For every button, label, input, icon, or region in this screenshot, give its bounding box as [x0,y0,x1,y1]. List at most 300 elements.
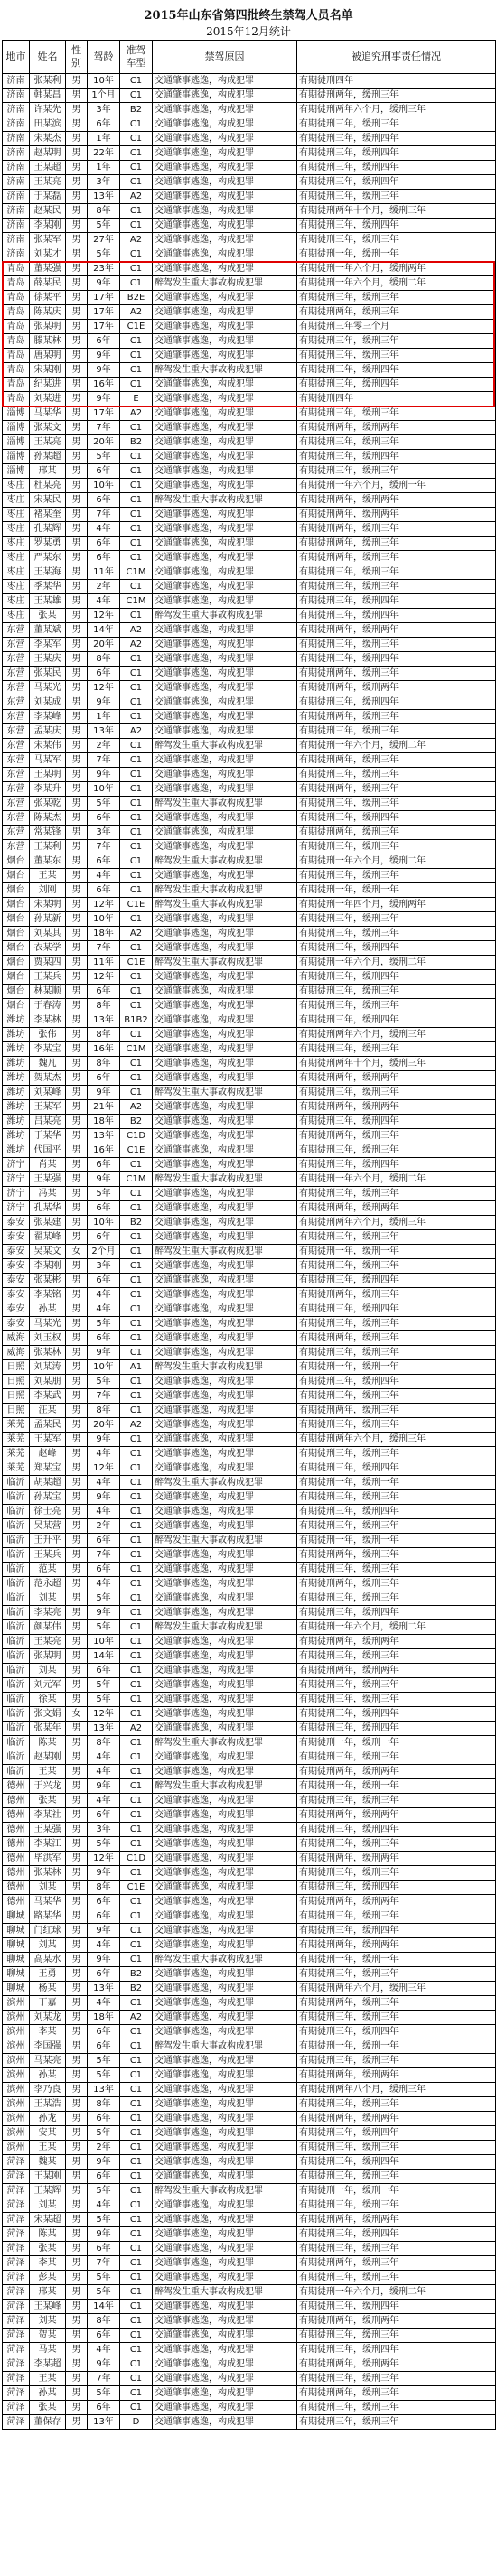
cell-ban-reason: 交通肇事逃逸，构成犯罪 [153,768,297,782]
cell-name: 刘某 [30,2314,66,2329]
cell-ban-reason: 交通肇事逃逸，构成犯罪 [153,508,297,522]
cell-ban-reason: 交通肇事逃逸，构成犯罪 [153,2126,297,2141]
cell-city: 滨州 [3,2068,30,2083]
cell-license-type: C1 [120,89,153,103]
cell-driving-years: 4年 [88,522,120,537]
cell-license-type: C1 [120,840,153,854]
cell-gender: 男 [66,1563,88,1577]
cell-city: 青岛 [3,291,30,305]
cell-gender: 男 [66,1534,88,1548]
cell-license-type: C1 [120,1158,153,1172]
table-row [3,1534,496,1548]
cell-criminal-liability: 有期徒刑三年，缓刑四年 [297,2227,496,2242]
cell-city: 日照 [3,1389,30,1404]
table-row [3,1779,496,1794]
cell-driving-years: 7年 [88,941,120,956]
cell-driving-years: 8年 [88,2314,120,2329]
cell-criminal-liability: 有期徒刑三年，缓刑三年 [297,1750,496,1765]
cell-ban-reason: 醉驾发生重大事故构成犯罪 [153,2039,297,2054]
cell-driving-years: 18年 [88,927,120,941]
cell-gender: 男 [66,1505,88,1519]
cell-gender: 男 [66,1794,88,1808]
table-row [3,667,496,681]
cell-driving-years: 9年 [88,1433,120,1447]
table-row [3,782,496,797]
cell-ban-reason: 交通肇事逃逸，构成犯罪 [153,146,297,161]
cell-driving-years: 6年 [88,1534,120,1548]
cell-name: 王某超 [30,161,66,175]
cell-license-type: A2 [120,638,153,652]
cell-city: 临沂 [3,1606,30,1620]
cell-ban-reason: 交通肇事逃逸，构成犯罪 [153,1201,297,1216]
cell-name: 刘某峰 [30,1086,66,1100]
cell-license-type: C1 [120,2271,153,2285]
table-row [3,609,496,623]
table-body [3,74,496,2430]
cell-name: 王某兵 [30,970,66,985]
cell-city: 济宁 [3,1201,30,1216]
cell-city: 烟台 [3,970,30,985]
cell-gender: 男 [66,1519,88,1534]
cell-gender: 男 [66,1895,88,1909]
cell-license-type: C1 [120,219,153,233]
cell-driving-years: 6年 [88,985,120,999]
cell-ban-reason: 交通肇事逃逸，构成犯罪 [153,1548,297,1563]
cell-ban-reason: 交通肇事逃逸，构成犯罪 [153,1375,297,1389]
cell-name: 马某军 [30,753,66,768]
cell-gender: 男 [66,1967,88,1982]
cell-name: 王升平 [30,1534,66,1548]
cell-ban-reason: 交通肇事逃逸，构成犯罪 [153,1982,297,1996]
cell-city: 济宁 [3,1187,30,1201]
cell-city: 德州 [3,1779,30,1794]
cell-gender: 男 [66,739,88,753]
cell-ban-reason: 交通肇事逃逸，构成犯罪 [153,638,297,652]
cell-name: 徐某平 [30,291,66,305]
cell-driving-years: 6年 [88,811,120,826]
cell-driving-years: 5年 [88,2285,120,2300]
cell-license-type: C1 [120,1071,153,1086]
cell-criminal-liability: 有期徒刑三年，缓刑四年 [297,609,496,623]
cell-criminal-liability: 有期徒刑三年，缓刑三年 [297,912,496,927]
cell-criminal-liability: 有期徒刑三年，缓刑三年 [297,1693,496,1707]
cell-ban-reason: 交通肇事逃逸，构成犯罪 [153,219,297,233]
cell-criminal-liability: 有期徒刑两年，缓刑两年 [297,681,496,695]
table-row [3,1953,496,1967]
cell-city: 烟台 [3,854,30,869]
cell-ban-reason: 交通肇事逃逸，构成犯罪 [153,2155,297,2170]
cell-criminal-liability: 有期徒刑一年，缓刑一年 [297,883,496,898]
cell-ban-reason: 交通肇事逃逸，构成犯罪 [153,1490,297,1505]
cell-ban-reason: 交通肇事逃逸，构成犯罪 [153,2386,297,2401]
cell-ban-reason: 醉驾发生重大事故构成犯罪 [153,1953,297,1967]
cell-city: 泰安 [3,1259,30,1274]
cell-criminal-liability: 有期徒刑一年六个月，缓刑二年 [297,1172,496,1187]
cell-driving-years: 6年 [88,1909,120,1924]
cell-gender: 男 [66,1013,88,1028]
cell-name: 邢某 [30,464,66,479]
cell-city: 烟台 [3,956,30,970]
cell-criminal-liability: 有期徒刑两年，缓刑三年 [297,826,496,840]
cell-license-type: C1 [120,1302,153,1317]
cell-city: 东营 [3,638,30,652]
cell-license-type: C1 [120,1534,153,1548]
cell-criminal-liability: 有期徒刑两年，缓刑三年 [297,1288,496,1302]
table-row [3,1519,496,1534]
cell-license-type: A2 [120,2011,153,2025]
cell-license-type: C1 [120,753,153,768]
cell-gender: 男 [66,1389,88,1404]
table-row [3,1548,496,1563]
cell-criminal-liability: 有期徒刑三年，缓刑三年 [297,2011,496,2025]
cell-license-type: C1 [120,2083,153,2097]
cell-license-type: C1 [120,247,153,262]
cell-ban-reason: 交通肇事逃逸，构成犯罪 [153,1028,297,1042]
cell-driving-years: 14年 [88,1649,120,1664]
cell-license-type: A2 [120,724,153,739]
cell-driving-years: 12年 [88,1852,120,1866]
cell-gender: 男 [66,1779,88,1794]
table-row [3,291,496,305]
cell-license-type: C1 [120,1447,153,1461]
cell-driving-years: 13年 [88,2083,120,2097]
cell-gender: 男 [66,1837,88,1852]
cell-name: 李某武 [30,1389,66,1404]
cell-name: 刘元军 [30,1678,66,1693]
cell-name: 孟某民 [30,1418,66,1433]
cell-license-type: C1 [120,2329,153,2343]
cell-name: 张某军 [30,233,66,247]
cell-city: 德州 [3,1852,30,1866]
cell-driving-years: 17年 [88,320,120,334]
cell-ban-reason: 交通肇事逃逸，构成犯罪 [153,262,297,276]
table-row [3,1057,496,1071]
table-row [3,1158,496,1172]
cell-license-type: C1 [120,652,153,667]
cell-name: 王某明 [30,768,66,782]
table-row [3,1100,496,1115]
cell-license-type: C1 [120,1375,153,1389]
cell-driving-years: 17年 [88,291,120,305]
table-row [3,117,496,132]
cell-city: 东营 [3,710,30,724]
cell-gender: 男 [66,2242,88,2256]
cell-driving-years: 7年 [88,1389,120,1404]
cell-driving-years: 20年 [88,1418,120,1433]
cell-ban-reason: 交通肇事逃逸，构成犯罪 [153,291,297,305]
cell-name: 张某 [30,1794,66,1808]
cell-gender: 男 [66,291,88,305]
cell-gender: 男 [66,132,88,146]
cell-ban-reason: 交通肇事逃逸，构成犯罪 [153,2141,297,2155]
cell-ban-reason: 交通肇事逃逸，构成犯罪 [153,464,297,479]
cell-city: 德州 [3,1881,30,1895]
cell-license-type: C1E [120,956,153,970]
cell-city: 临沂 [3,1678,30,1693]
cell-gender: 男 [66,2141,88,2155]
table-row [3,1317,496,1331]
cell-criminal-liability: 有期徒刑三年，缓刑三年 [297,2372,496,2386]
cell-driving-years: 8年 [88,1057,120,1071]
cell-driving-years: 4年 [88,1302,120,1317]
cell-driving-years: 8年 [88,1404,120,1418]
cell-city: 泰安 [3,1216,30,1230]
cell-ban-reason: 交通肇事逃逸，构成犯罪 [153,2198,297,2213]
cell-gender: 男 [66,378,88,392]
cell-gender: 男 [66,1317,88,1331]
cell-city: 菏泽 [3,2227,30,2242]
table-row [3,1794,496,1808]
cell-name: 颜某伟 [30,1620,66,1635]
cell-name: 孟某庆 [30,724,66,739]
cell-license-type: C1 [120,1649,153,1664]
cell-license-type: C1 [120,609,153,623]
cell-ban-reason: 交通肇事逃逸，构成犯罪 [153,985,297,999]
cell-name: 赵峰 [30,1447,66,1461]
cell-city: 烟台 [3,985,30,999]
cell-city: 青岛 [3,276,30,291]
cell-criminal-liability: 有期徒刑两年，缓刑两年 [297,2112,496,2126]
cell-name: 李某峰 [30,710,66,724]
cell-ban-reason: 交通肇事逃逸，构成犯罪 [153,1346,297,1360]
cell-name: 李某超 [30,2357,66,2372]
cell-ban-reason: 交通肇事逃逸，构成犯罪 [153,1909,297,1924]
cell-license-type: C1 [120,132,153,146]
cell-license-type: B2 [120,1115,153,1129]
table-row [3,1982,496,1996]
table-row [3,1346,496,1360]
cell-license-type: C1 [120,378,153,392]
table-row [3,2112,496,2126]
cell-driving-years: 16年 [88,378,120,392]
table-row [3,2329,496,2343]
cell-ban-reason: 交通肇事逃逸，构成犯罪 [153,1461,297,1476]
table-row [3,2054,496,2068]
cell-gender: 男 [66,435,88,450]
cell-ban-reason: 交通肇事逃逸，构成犯罪 [153,1418,297,1433]
cell-gender: 男 [66,2011,88,2025]
cell-license-type: C1 [120,912,153,927]
cell-driving-years: 6年 [88,854,120,869]
cell-license-type: C1 [120,2300,153,2314]
cell-gender: 男 [66,768,88,782]
header-license-type: 准驾车型 [120,41,153,74]
cell-driving-years: 6年 [88,1274,120,1288]
table-row [3,2025,496,2039]
cell-driving-years: 8年 [88,2097,120,2112]
cell-criminal-liability: 有期徒刑三年，缓刑三年 [297,869,496,883]
table-row [3,1808,496,1823]
cell-license-type: C1 [120,1707,153,1722]
table-row [3,1172,496,1187]
cell-ban-reason: 交通肇事逃逸，构成犯罪 [153,1519,297,1534]
cell-name: 衣某学 [30,941,66,956]
cell-city: 泰安 [3,1245,30,1259]
cell-city: 烟台 [3,927,30,941]
cell-driving-years: 4年 [88,1794,120,1808]
cell-ban-reason: 交通肇事逃逸，构成犯罪 [153,2372,297,2386]
cell-name: 刘某才 [30,247,66,262]
cell-city: 菏泽 [3,2343,30,2357]
cell-city: 东营 [3,826,30,840]
cell-ban-reason: 交通肇事逃逸，构成犯罪 [153,1302,297,1317]
cell-gender: 男 [66,1187,88,1201]
cell-name: 马某光 [30,681,66,695]
cell-driving-years: 9年 [88,1346,120,1360]
cell-driving-years: 9年 [88,1866,120,1881]
cell-criminal-liability: 有期徒刑三年，缓刑四年 [297,1013,496,1028]
cell-license-type: C1 [120,2213,153,2227]
cell-license-type: C1 [120,1635,153,1649]
table-row [3,1143,496,1158]
cell-ban-reason: 交通肇事逃逸，构成犯罪 [153,1013,297,1028]
cell-name: 张某 [30,609,66,623]
cell-driving-years: 6年 [88,537,120,551]
table-row [3,392,496,406]
cell-criminal-liability: 有期徒刑三年，缓刑四年 [297,2343,496,2357]
cell-city: 济南 [3,219,30,233]
cell-driving-years: 5年 [88,2126,120,2141]
cell-name: 徐某 [30,1693,66,1707]
cell-license-type: C1 [120,2343,153,2357]
cell-criminal-liability: 有期徒刑三年，缓刑三年 [297,464,496,479]
cell-gender: 男 [66,985,88,999]
cell-driving-years: 11年 [88,956,120,970]
cell-license-type: C1 [120,175,153,190]
cell-city: 临沂 [3,1476,30,1490]
cell-name: 马某亮 [30,2054,66,2068]
cell-driving-years: 12年 [88,1707,120,1722]
cell-city: 菏泽 [3,2415,30,2430]
cell-ban-reason: 交通肇事逃逸，构成犯罪 [153,2083,297,2097]
cell-gender: 男 [66,1765,88,1779]
cell-ban-reason: 交通肇事逃逸，构成犯罪 [153,1505,297,1519]
cell-city: 莱芜 [3,1433,30,1447]
cell-driving-years: 12年 [88,898,120,912]
cell-criminal-liability: 有期徒刑三年，缓刑四年 [297,2300,496,2314]
cell-license-type: B2 [120,1982,153,1996]
cell-driving-years: 6年 [88,117,120,132]
cell-city: 东营 [3,695,30,710]
cell-license-type: C1 [120,1288,153,1302]
cell-criminal-liability: 有期徒刑一年，缓刑一年 [297,1953,496,1967]
cell-criminal-liability: 有期徒刑两年十个月，缓刑三年 [297,204,496,219]
cell-city: 菏泽 [3,2256,30,2271]
cell-license-type: C1 [120,1505,153,1519]
cell-driving-years: 10年 [88,1360,120,1375]
cell-driving-years: 6年 [88,1071,120,1086]
cell-city: 烟台 [3,999,30,1013]
cell-driving-years: 6年 [88,883,120,898]
cell-city: 济南 [3,103,30,117]
table-row [3,1086,496,1100]
document-subtitle: 2015年12月统计 [206,25,291,38]
cell-ban-reason: 交通肇事逃逸，构成犯罪 [153,1433,297,1447]
cell-gender: 男 [66,146,88,161]
cell-criminal-liability: 有期徒刑三年，缓刑四年 [297,1881,496,1895]
cell-license-type: A1 [120,1360,153,1375]
cell-criminal-liability: 有期徒刑三年，缓刑三年 [297,1519,496,1534]
cell-driving-years: 5年 [88,1620,120,1635]
cell-ban-reason: 交通肇事逃逸，构成犯罪 [153,1591,297,1606]
cell-ban-reason: 交通肇事逃逸，构成犯罪 [153,1808,297,1823]
cell-ban-reason: 交通肇事逃逸，构成犯罪 [153,681,297,695]
cell-city: 淄博 [3,406,30,421]
cell-gender: 男 [66,724,88,739]
cell-city: 临沂 [3,1577,30,1591]
table-row [3,1259,496,1274]
cell-driving-years: 5年 [88,1591,120,1606]
table-row [3,1649,496,1664]
cell-criminal-liability: 有期徒刑两年六个月，缓刑三年 [297,1216,496,1230]
cell-criminal-liability: 有期徒刑三年，缓刑三年 [297,190,496,204]
cell-driving-years: 6年 [88,2039,120,2054]
cell-name: 刘某涛 [30,1360,66,1375]
cell-name: 李某铭 [30,1288,66,1302]
cell-license-type: B2 [120,103,153,117]
cell-criminal-liability: 有期徒刑三年，缓刑三年 [297,1143,496,1158]
cell-ban-reason: 醉驾发生重大事故构成犯罪 [153,2285,297,2300]
cell-gender: 男 [66,1259,88,1274]
cell-ban-reason: 交通肇事逃逸，构成犯罪 [153,1216,297,1230]
cell-gender: 男 [66,1808,88,1823]
cell-city: 淄博 [3,464,30,479]
header-city: 地市 [3,41,30,74]
cell-city: 临沂 [3,1635,30,1649]
cell-criminal-liability: 有期徒刑三年，缓刑四年 [297,219,496,233]
cell-city: 潍坊 [3,1013,30,1028]
cell-city: 临沂 [3,1765,30,1779]
cell-name: 王某辉 [30,2184,66,2198]
cell-driving-years: 6年 [88,334,120,349]
table-row [3,927,496,941]
cell-ban-reason: 交通肇事逃逸，构成犯罪 [153,2068,297,2083]
cell-criminal-liability: 有期徒刑两年，缓刑三年 [297,1577,496,1591]
cell-license-type: C1 [120,1866,153,1881]
cell-driving-years: 5年 [88,2213,120,2227]
table-row [3,1881,496,1895]
cell-gender: 男 [66,1693,88,1707]
cell-license-type: C1 [120,2401,153,2415]
cell-driving-years: 18年 [88,1115,120,1129]
cell-driving-years: 6年 [88,2329,120,2343]
cell-city: 泰安 [3,1288,30,1302]
cell-gender: 男 [66,970,88,985]
cell-license-type: C1 [120,695,153,710]
cell-city: 滨州 [3,2039,30,2054]
table-row [3,1967,496,1982]
cell-name: 胡某超 [30,1476,66,1490]
cell-driving-years: 4年 [88,869,120,883]
cell-driving-years: 13年 [88,2415,120,2430]
cell-driving-years: 5年 [88,450,120,464]
cell-ban-reason: 交通肇事逃逸，构成犯罪 [153,1635,297,1649]
cell-license-type: C1 [120,797,153,811]
cell-name: 宋某伟 [30,739,66,753]
cell-gender: 男 [66,1664,88,1678]
cell-city: 东营 [3,797,30,811]
cell-driving-years: 8年 [88,652,120,667]
cell-name: 韩某昌 [30,89,66,103]
cell-city: 菏泽 [3,2386,30,2401]
cell-city: 济宁 [3,1158,30,1172]
cell-name: 王某雄 [30,594,66,609]
cell-license-type: C1 [120,1620,153,1635]
cell-criminal-liability: 有期徒刑两年，缓刑两年 [297,2068,496,2083]
cell-name: 陈某庆 [30,305,66,320]
cell-gender: 男 [66,508,88,522]
cell-driving-years: 9年 [88,1490,120,1505]
